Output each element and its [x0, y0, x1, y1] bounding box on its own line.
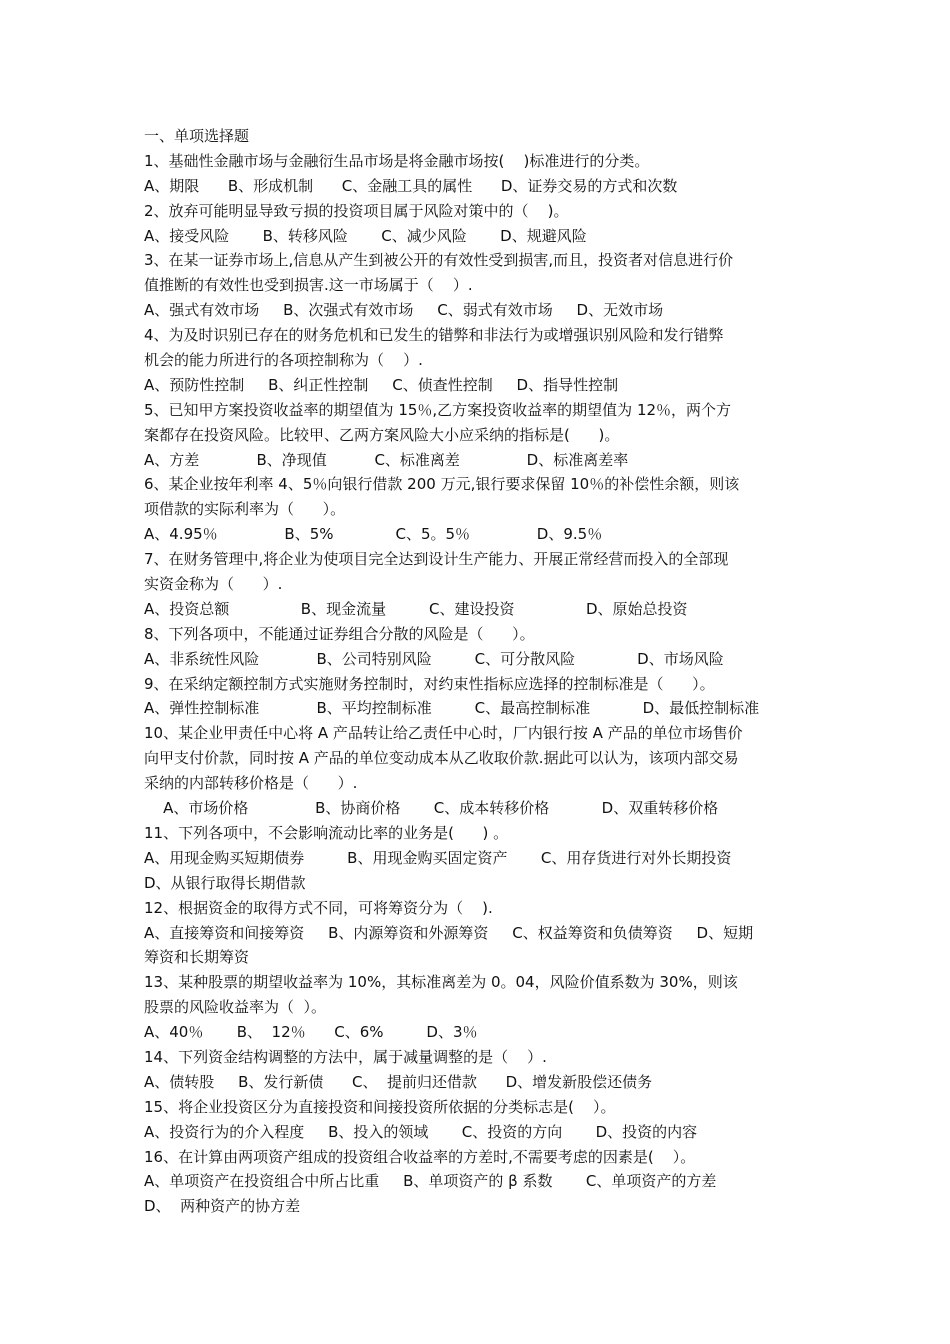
- text-line: A、非系统性风险 B、公司特别风险 C、可分散风险 D、市场风险: [144, 649, 724, 668]
- text-line: 10、某企业甲责任中心将 A 产品转让给乙责任中心时，厂内银行按 A 产品的单位市场售价: [144, 724, 743, 743]
- text-line: A、市场价格 B、协商价格 C、成本转移价格 D、双重转移价格: [144, 799, 719, 818]
- text-line: 12、根据资金的取得方式不同，可将筹资分为（ ).: [144, 898, 493, 917]
- text-line: A、投资总额 B、现金流量 C、建设投资 D、原始总投资: [144, 599, 688, 618]
- text-line: 7、在财务管理中,将企业为使项目完全达到设计生产能力、开展正常经营而投入的全部现: [144, 550, 729, 569]
- text-line: 4、为及时识别已存在的财务危机和已发生的错弊和非法行为或增强识别风险和发行错弊: [144, 326, 724, 345]
- text-line: A、期限 B、形成机制 C、金融工具的属性 D、证券交易的方式和次数: [144, 176, 678, 195]
- section-title: 一、单项选择题: [144, 127, 250, 145]
- text-line: 项借款的实际利率为（ ）。: [144, 500, 346, 519]
- text-line: A、直接筹资和间接筹资 B、内源筹资和外源筹资 C、权益筹资和负债筹资 D、短期: [144, 923, 754, 942]
- text-line: 5、已知甲方案投资收益率的期望值为 15％,乙方案投资收益率的期望值为 12％，两个方: [144, 400, 732, 419]
- text-line: A、债转股 B、发行新债 C、 提前归还借款 D、增发新股偿还债务: [144, 1072, 653, 1091]
- text-line: 15、将企业投资区分为直接投资和间接投资所依据的分类标志是( ）。: [144, 1097, 616, 1116]
- text-line: 案都存在投资风险。比较甲、乙两方案风险大小应采纳的指标是( )。: [144, 425, 620, 444]
- text-line: A、4.95％ B、5% C、5。5％ D、9.5％: [144, 525, 603, 544]
- text-line: A、预防性控制 B、纠正性控制 C、侦查性控制 D、指导性控制: [144, 375, 619, 394]
- text-line: 8、下列各项中，不能通过证券组合分散的风险是（ ）。: [144, 624, 535, 643]
- text-line: 机会的能力所进行的各项控制称为（ ）.: [144, 351, 423, 370]
- document-page: [144, 124, 810, 1219]
- text-line: 1、基础性金融市场与金融衍生品市场是将金融市场按( )标准进行的分类。: [144, 151, 650, 170]
- text-line: 2、放弃可能明显导致亏损的投资项目属于风险对策中的（ )。: [144, 201, 569, 220]
- text-line: 实资金称为（ ）.: [144, 575, 283, 594]
- text-line: A、弹性控制标准 B、平均控制标准 C、最高控制标准 D、最低控制标准: [144, 699, 760, 718]
- text-line: A、用现金购买短期债券 B、用现金购买固定资产 C、用存货进行对外长期投资: [144, 848, 732, 867]
- text-line: 股票的风险收益率为（ ）。: [144, 998, 327, 1017]
- text-line: 采纳的内部转移价格是（ ）.: [144, 774, 358, 793]
- text-line: 3、在某一证券市场上,信息从产生到被公开的有效性受到损害,而且，投资者对信息进行价: [144, 251, 734, 270]
- text-line: A、单项资产在投资组合中所占比重 B、单项资产的 β 系数 C、单项资产的方差: [144, 1172, 717, 1191]
- text-line: 6、某企业按年利率 4、5％向银行借款 200 万元,银行要求保留 10％的补偿性余额，则该: [144, 475, 740, 494]
- text-line: A、强式有效市场 B、次强式有效市场 C、弱式有效市场 D、无效市场: [144, 301, 664, 320]
- text-line: D、从银行取得长期借款: [144, 873, 306, 892]
- text-line: 11、下列各项中，不会影响流动比率的业务是( ) 。: [144, 823, 509, 842]
- text-line: 向甲支付价款，同时按 A 产品的单位变动成本从乙收取价款.据此可以认为，该项内部交易: [144, 749, 739, 768]
- text-line: D、 两种资产的协方差: [144, 1197, 301, 1216]
- text-line: A、方差 B、净现值 C、标准离差 D、标准离差率: [144, 450, 629, 469]
- text-line: 筹资和长期筹资: [144, 948, 250, 967]
- text-line: A、投资行为的介入程度 B、投入的领域 C、投资的方向 D、投资的内容: [144, 1122, 698, 1141]
- text-line: A、40％ B、 12％ C、6% D、3％: [144, 1023, 478, 1042]
- text-line: 13、某种股票的期望收益率为 10%，其标准离差为 0。04，风险价值系数为 30%，则该: [144, 973, 738, 992]
- text-line: A、接受风险 B、转移风险 C、减少风险 D、规避风险: [144, 226, 587, 245]
- text-line: 值推断的有效性也受到损害.这一市场属于（ ）.: [144, 276, 473, 295]
- text-line: 9、在采纳定额控制方式实施财务控制时，对约束性指标应选择的控制标准是（ ）。: [144, 674, 715, 693]
- text-line: 14、下列资金结构调整的方法中，属于减量调整的是（ ）.: [144, 1047, 547, 1066]
- question-lines: [144, 149, 810, 1219]
- text-line: 16、在计算由两项资产组成的投资组合收益率的方差时,不需要考虑的因素是( ）。: [144, 1147, 696, 1166]
